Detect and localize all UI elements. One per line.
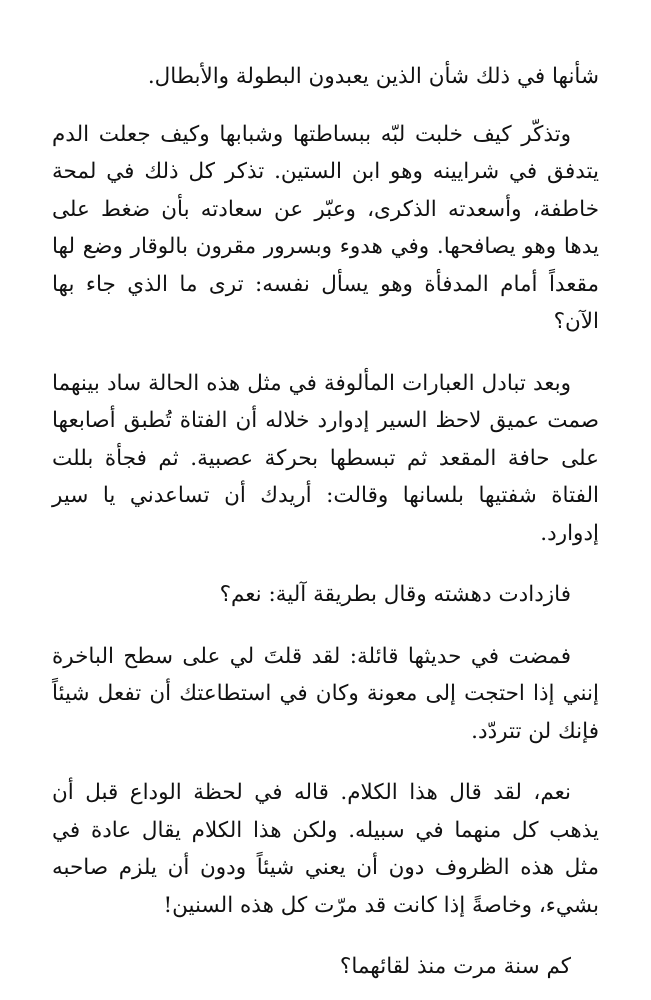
paragraph-3: وبعد تبادل العبارات المألوفة في مثل هذه الحالة ساد بينهما صمت عميق لاحظ السير إدوارد خلاله أن الفتاة تُطبق أصابعها على حافة المقعد ثم تبسطها بحركة عصبية. ثم فجأة بللت الفتاة شفتيها بلسانها وقالت: أريدك أن تساعدني يا سير إدوارد. — [52, 370, 599, 546]
paragraph-2: وتذكّر كيف خلبت لبّه ببساطتها وشبابها وكيف جعلت الدم يتدفق في شرايينه وهو ابن الستين. تذكر كل ذلك في لمحة خاطفة، وأسعدته الذكرى، وعبّر عن سعادته بأن ضغط على يدها وهو يصافحها. وفي هدوء وبسرور مقرون بالوقار وضع لها مقعداً أمام المدفأة وهو يسأل نفسه: ترى ما الذي جاء بها الآن؟ — [52, 121, 599, 334]
paragraph-1: شأنها في ذلك شأن الذين يعبدون البطولة والأبطال. — [147, 64, 599, 89]
paragraph-6: نعم، لقد قال هذا الكلام. قاله في لحظة الوداع قبل أن يذهب كل منهما في سبيله. ولكن هذا الكلام يقال عادة في مثل هذه الظروف دون أن يعني شيئاً ودون أن يلزم صاحبه بشيء، وخاصةً إذا كانت قد مرّت كل هذه السنين! — [52, 780, 599, 918]
paragraph-5: فمضت في حديثها قائلة: لقد قلتَ لي على سطح الباخرة إنني إذا احتجت إلى معونة وكان في استطاعتك أن تفعل شيئاً فإنك لن تتردّد. — [52, 643, 599, 744]
paragraph-4: فازدادت دهشته وقال بطريقة آلية: نعم؟ — [219, 582, 571, 607]
paragraph-7: كم سنة مرت منذ لقائهما؟ — [339, 954, 571, 979]
